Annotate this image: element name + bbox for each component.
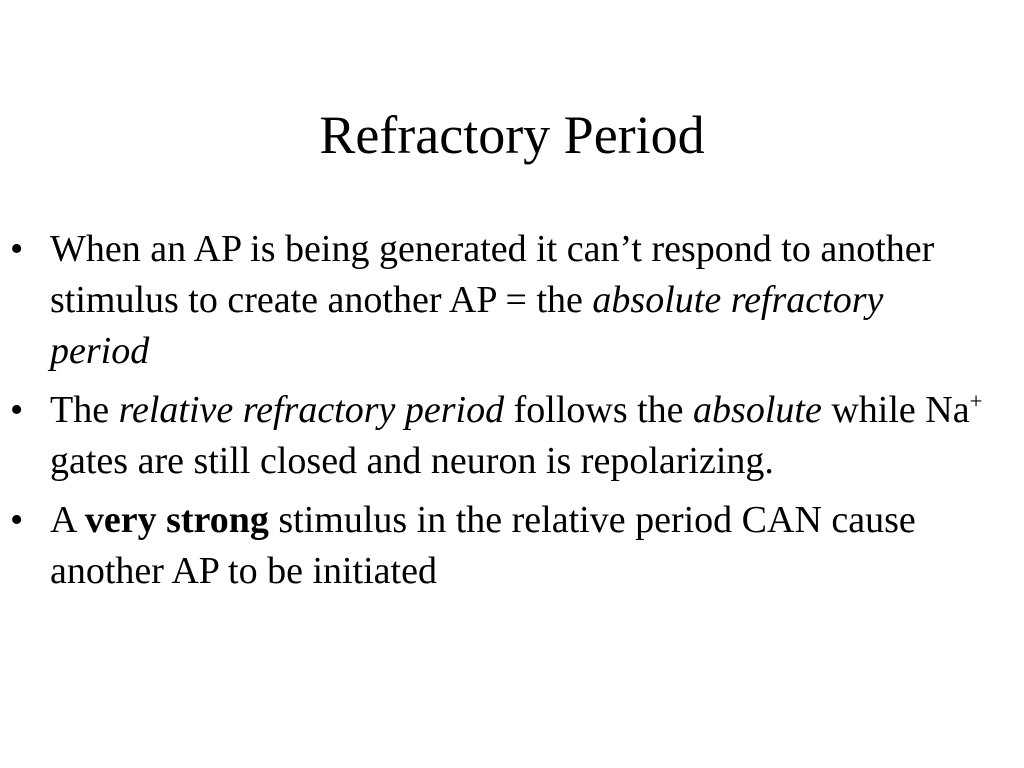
slide-title: Refractory Period [319, 105, 705, 165]
bullet-item [10, 495, 988, 597]
bold-term: very strong [84, 499, 269, 541]
bullet-text: The [50, 389, 119, 431]
superscript-plus: + [969, 388, 983, 414]
italic-term: relative refractory period [118, 389, 505, 431]
bullet-text: while Na [821, 389, 970, 431]
bullet-dot-icon: • [10, 499, 24, 541]
bullet-text: When an AP is being generated it can’t respond to another stimulus to create another AP = the [50, 228, 935, 321]
bullet-dot-icon: • [10, 389, 24, 431]
bullet-list [10, 224, 988, 605]
bullet-text: A [50, 499, 85, 541]
bullet-item [10, 224, 988, 377]
italic-term: absolute [693, 389, 822, 431]
italic-term: absolute refractory period [50, 279, 884, 372]
bullet-dot-icon: • [10, 228, 24, 270]
bullet-item [10, 385, 988, 487]
bullet-text: gates are still closed and neuron is repolarizing. [50, 440, 774, 482]
bullet-text: stimulus in the relative period CAN cause another AP to be initiated [50, 499, 916, 592]
bullet-text: follows the [504, 389, 694, 431]
